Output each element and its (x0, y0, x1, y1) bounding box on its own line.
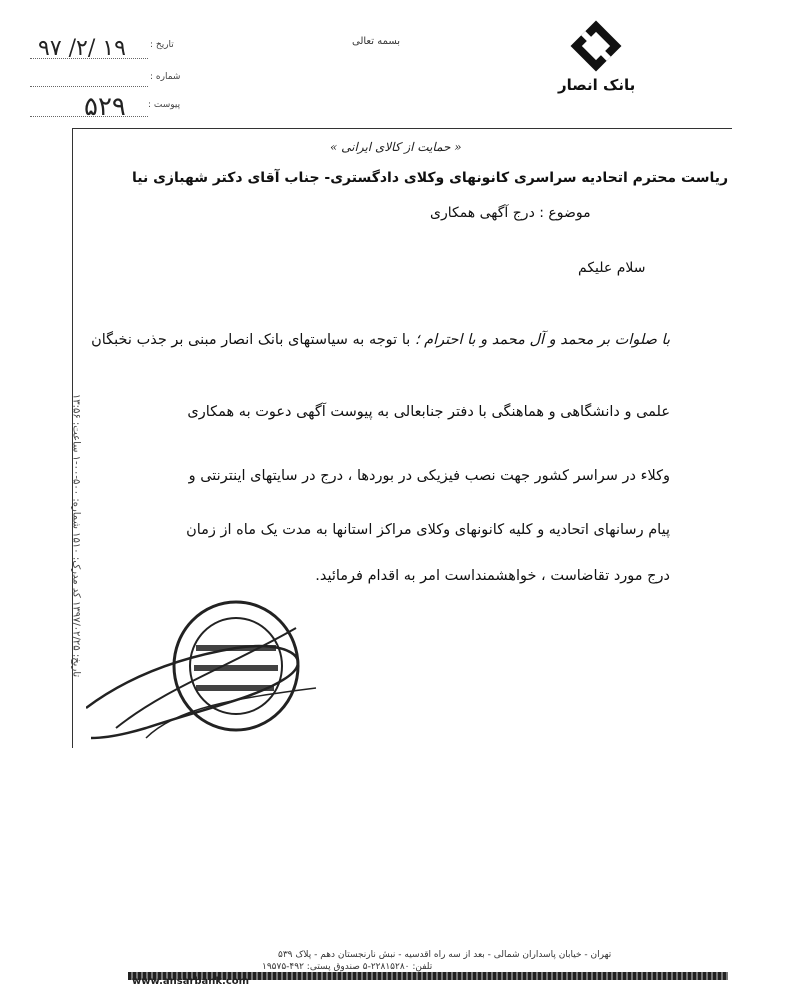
registration-stamp (66, 360, 86, 720)
redaction-block (120, 196, 400, 316)
attachment-value: ۵۲۹ (84, 92, 126, 122)
attachment-label: پیوست : (148, 100, 181, 110)
bank-name: بانک انصار (558, 76, 636, 94)
footer-contact: تلفن: ۲۲۸۱۵۲۸۰-۵ صندوق پستی: ۴۹۲-۱۹۵۷۵ (262, 962, 433, 972)
body-paragraph-line-3: وکلاء در سراسر کشور جهت نصب فیزیکی در بوردها ، درج در سایتهای اینترنتی و (188, 468, 670, 484)
seal-stamp-icon (86, 588, 326, 748)
basmala: بسمه تعالی (352, 36, 401, 47)
body-paragraph-line-2: علمی و دانشگاهی و هماهنگی با دفتر جنابعالی به پیوست آگهی دعوت به همکاری (187, 404, 670, 420)
salawat-text: با صلوات بر محمد و آل محمد و با احترام ؛ (414, 332, 670, 348)
body-paragraph-line-4: پیام رسانهای اتحادیه و کلیه کانونهای وکلای مراکز استانها به مدت یک ماه از زمان (186, 522, 670, 538)
frame-top-rule (72, 128, 732, 129)
footer-address: تهران - خیابان پاسداران شمالی - بعد از سه راه اقدسیه - نبش نارنجستان دهم - پلاک ۵۳۹ (278, 950, 612, 960)
date-label: تاریخ : (150, 40, 174, 50)
body-paragraph-line-1 (91, 332, 670, 348)
footer-website: www.ansarbank.com (132, 976, 250, 987)
number-label: شماره : (150, 72, 181, 82)
redaction-block (120, 752, 760, 932)
addressee: ریاست محترم اتحادیه سراسری کانونهای وکلای دادگستری- جناب آقای دکتر شهبازی نیا (132, 170, 729, 186)
registration-stamp-text: تاریخ: ۱۳۹۷/۰۲/۲۵ کد مدرک: ۱۵۱۰ شماره: ۵۰۰-۰۰-۱ ساعت: ۱۳:۵۶ (70, 393, 82, 678)
redaction-block (676, 404, 800, 572)
subject-line: موضوع : درج آگهی همکاری (430, 205, 591, 221)
date-value: ۹۷ /۲/ ۱۹ (38, 36, 126, 61)
bank-logo-icon (566, 18, 626, 74)
greeting: سلام علیکم (578, 260, 646, 276)
number-underline (30, 86, 148, 87)
redaction-block (340, 608, 680, 748)
body-paragraph-line-5: درج مورد تقاضاست ، خواهشمنداست امر به اقدام فرمائید. (315, 568, 670, 584)
motto: « حمایت از کالای ایرانی » (330, 140, 462, 154)
body-line-1-text: با توجه به سیاستهای بانک انصار مبنی بر جذب نخبگان (91, 332, 415, 348)
